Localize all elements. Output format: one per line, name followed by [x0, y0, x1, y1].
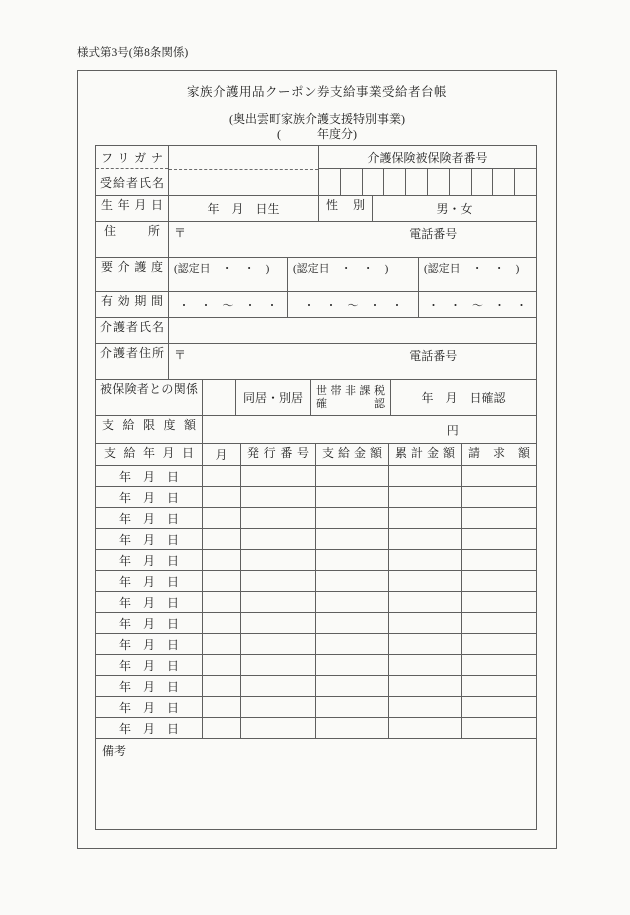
grant-issue-number-cell: [241, 508, 316, 528]
grant-month-cell: [203, 487, 241, 507]
grant-date-cell: 年 月 日: [96, 697, 203, 717]
grant-date-cell: 年 月 日: [96, 613, 203, 633]
relationship-row: [96, 380, 536, 416]
grant-amount-cell: [316, 655, 389, 675]
grant-month-cell: [203, 697, 241, 717]
grant-billed-cell: [462, 676, 536, 696]
insurance-digit-box: [319, 169, 341, 195]
grant-table-header-row: [96, 444, 536, 466]
grant-date-cell: 年 月 日: [96, 529, 203, 549]
benefit-limit-label: 支給限度額: [96, 416, 203, 443]
grant-cumulative-cell: [389, 508, 462, 528]
grant-billed-cell: [462, 634, 536, 654]
grant-billed-cell: [462, 718, 536, 738]
grant-issue-number-cell: [241, 550, 316, 570]
tax-exemption-label-line2: 確認: [316, 397, 385, 410]
grant-amount-cell: [316, 571, 389, 591]
furigana-label: フリガナ: [96, 146, 168, 169]
recipient-name-label: 受給者氏名: [100, 175, 164, 190]
furigana-divider: [169, 169, 318, 170]
grant-billed-cell: [462, 655, 536, 675]
grant-row: [96, 613, 536, 634]
grant-issue-number-cell: [241, 571, 316, 591]
care-level-label: 要介護度: [96, 258, 169, 291]
postal-mark: 〒: [174, 348, 187, 362]
header-issue-number: 発行番号: [241, 444, 316, 465]
header-grant-amount: 支給金額: [316, 444, 389, 465]
grant-cumulative-cell: [389, 697, 462, 717]
grant-row: [96, 634, 536, 655]
grant-amount-cell: [316, 466, 389, 486]
grant-issue-number-cell: [241, 487, 316, 507]
grant-date-cell: 年 月 日: [96, 508, 203, 528]
cohabitation-cell: 同居・別居: [236, 380, 311, 415]
grant-month-cell: [203, 466, 241, 486]
grant-issue-number-cell: [241, 592, 316, 612]
header-month: 月: [203, 444, 241, 465]
tax-exemption-cell: [311, 380, 391, 415]
grant-amount-cell: [316, 592, 389, 612]
grant-row: [96, 571, 536, 592]
grant-date-cell: 年 月 日: [96, 466, 203, 486]
validity-period-cell-1: ・ ・ ～ ・ ・: [169, 292, 288, 317]
grant-row: [96, 697, 536, 718]
insurance-number-label: 介護保険被保険者番号: [319, 146, 536, 169]
grant-cumulative-cell: [389, 466, 462, 486]
caregiver-name-label: 介護者氏名: [96, 318, 169, 343]
grant-amount-cell: [316, 697, 389, 717]
grant-row: [96, 592, 536, 613]
caregiver-address-row: [96, 344, 536, 380]
grant-date-cell: 年 月 日: [96, 571, 203, 591]
grant-date-cell: 年 月 日: [96, 592, 203, 612]
grant-date-cell: 年 月 日: [96, 634, 203, 654]
grant-date-cell: 年 月 日: [96, 718, 203, 738]
grant-month-cell: [203, 529, 241, 549]
grant-date-cell: 年 月 日: [96, 487, 203, 507]
birthdate-row: [96, 196, 536, 222]
address-row: [96, 222, 536, 258]
recipient-name-field: [169, 146, 319, 195]
confirmation-date-cell: 年 月 日確認: [421, 391, 506, 405]
grant-amount-cell: [316, 613, 389, 633]
grant-billed-cell: [462, 529, 536, 549]
insurance-digit-box: [406, 169, 428, 195]
tax-exemption-label-line1: 世帯非課税: [316, 384, 385, 397]
grant-month-cell: [203, 571, 241, 591]
birthdate-label: 生年月日: [96, 196, 169, 221]
grant-cumulative-cell: [389, 676, 462, 696]
header-grant-date: 支給年月日: [96, 444, 203, 465]
grant-issue-number-cell: [241, 655, 316, 675]
grant-month-cell: [203, 655, 241, 675]
insurance-digit-box: [493, 169, 515, 195]
grant-cumulative-cell: [389, 487, 462, 507]
caregiver-name-row: [96, 318, 536, 344]
grant-amount-cell: [316, 487, 389, 507]
form-outer-border: [77, 70, 557, 849]
insurance-digit-box: [363, 169, 385, 195]
certification-date-cell-1: (認定日 ・ ・ ): [169, 258, 288, 291]
grant-issue-number-cell: [241, 634, 316, 654]
grant-billed-cell: [462, 550, 536, 570]
grant-month-cell: [203, 592, 241, 612]
address-label: 住所: [96, 222, 169, 257]
grant-date-cell: 年 月 日: [96, 655, 203, 675]
benefit-limit-row: [96, 416, 536, 444]
grant-issue-number-cell: [241, 613, 316, 633]
grant-row: [96, 466, 536, 487]
header-billed-amount: 請求額: [468, 446, 530, 460]
grant-row: [96, 718, 536, 739]
grant-issue-number-cell: [241, 718, 316, 738]
grant-amount-cell: [316, 529, 389, 549]
grant-cumulative-cell: [389, 613, 462, 633]
grant-row: [96, 529, 536, 550]
insurance-digit-box: [515, 169, 536, 195]
yen-unit-label: 円: [446, 423, 459, 437]
certification-date-cell-2: (認定日 ・ ・ ): [288, 258, 419, 291]
grant-billed-cell: [462, 697, 536, 717]
insurance-digit-box: [428, 169, 450, 195]
ledger-table: [95, 145, 537, 830]
grant-issue-number-cell: [241, 676, 316, 696]
grant-row: [96, 676, 536, 697]
grant-cumulative-cell: [389, 634, 462, 654]
gender-label: 性別: [319, 196, 373, 221]
grant-billed-cell: [462, 571, 536, 591]
remarks-row: [96, 739, 536, 829]
grant-billed-cell: [462, 466, 536, 486]
name-and-insurance-row: [96, 146, 536, 196]
insurance-digit-box: [384, 169, 406, 195]
grant-cumulative-cell: [389, 529, 462, 549]
grant-cumulative-cell: [389, 655, 462, 675]
grant-issue-number-cell: [241, 697, 316, 717]
caregiver-name-field: [169, 318, 536, 343]
grant-month-cell: [203, 676, 241, 696]
grant-billed-cell: [462, 487, 536, 507]
form-number: 様式第3号(第8条関係): [77, 47, 189, 59]
validity-period-row: [96, 292, 536, 318]
caregiver-address-label: 介護者住所: [96, 344, 169, 379]
grant-amount-cell: [316, 718, 389, 738]
grant-row: [96, 655, 536, 676]
insurance-digit-box: [450, 169, 472, 195]
grant-month-cell: [203, 550, 241, 570]
grant-month-cell: [203, 508, 241, 528]
grant-cumulative-cell: [389, 592, 462, 612]
grant-amount-cell: [316, 508, 389, 528]
remarks-cell: [96, 739, 536, 829]
grant-row: [96, 508, 536, 529]
benefit-limit-field: [203, 416, 536, 443]
validity-period-cell-3: ・ ・ ～ ・ ・: [428, 299, 527, 312]
grant-issue-number-cell: [241, 529, 316, 549]
grant-amount-cell: [316, 634, 389, 654]
grant-issue-number-cell: [241, 466, 316, 486]
grant-amount-cell: [316, 550, 389, 570]
name-label-column: [96, 146, 169, 195]
grant-cumulative-cell: [389, 571, 462, 591]
insurance-digit-box: [472, 169, 494, 195]
grant-cumulative-cell: [389, 718, 462, 738]
certification-date-cell-3: (認定日 ・ ・ ): [424, 263, 520, 275]
grant-billed-cell: [462, 508, 536, 528]
grant-date-cell: 年 月 日: [96, 676, 203, 696]
grant-date-cell: 年 月 日: [96, 550, 203, 570]
gender-value: 男・女: [436, 202, 473, 216]
form-title: 家族介護用品クーポン券支給事業受給者台帳: [186, 85, 447, 99]
grant-month-cell: [203, 613, 241, 633]
caregiver-address-field: [169, 344, 536, 379]
form-subtitle: (奥出雲町家族介護支援特別事業): [229, 112, 405, 126]
grant-month-cell: [203, 718, 241, 738]
birthdate-field: 年 月 日生: [169, 196, 319, 221]
phone-number-label: 電話番号: [409, 227, 458, 241]
relationship-label: 被保険者との関係: [96, 380, 203, 415]
grant-cumulative-cell: [389, 550, 462, 570]
remarks-label: 備考: [102, 744, 127, 758]
insurance-digit-box: [341, 169, 363, 195]
fiscal-year-line: ( 年度分): [277, 127, 357, 141]
care-level-row: [96, 258, 536, 292]
phone-number-label: 電話番号: [409, 349, 458, 363]
grant-billed-cell: [462, 613, 536, 633]
grant-billed-cell: [462, 592, 536, 612]
header-cumulative-amount: 累計金額: [389, 444, 462, 465]
grant-rows-container: [96, 466, 536, 739]
grant-row: [96, 550, 536, 571]
relationship-field: [203, 380, 236, 415]
address-field: [169, 222, 536, 257]
grant-amount-cell: [316, 676, 389, 696]
insurance-number-block: [319, 146, 536, 195]
grant-month-cell: [203, 634, 241, 654]
grant-row: [96, 487, 536, 508]
insurance-number-boxes: [319, 169, 536, 195]
validity-period-label: 有効期間: [96, 292, 169, 317]
postal-mark: 〒: [174, 226, 187, 240]
validity-period-cell-2: ・ ・ ～ ・ ・: [288, 292, 419, 317]
